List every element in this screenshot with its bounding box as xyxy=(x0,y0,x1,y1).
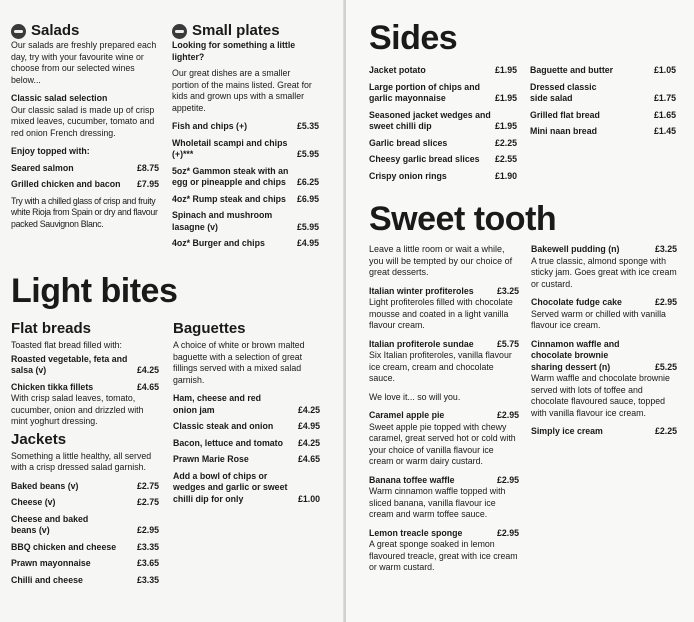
baguettes-title: Baguettes xyxy=(173,320,246,337)
item-price: £5.95 xyxy=(296,149,319,159)
menu-item xyxy=(172,121,319,133)
item-name: Cheesy garlic bread slices xyxy=(369,154,480,164)
item-price: £4.95 xyxy=(296,238,319,248)
tagline: We love it... so will you. xyxy=(369,391,461,402)
right-menu-page xyxy=(346,0,694,622)
menu-item xyxy=(173,438,320,450)
item-name: 4oz* Rump steak and chips xyxy=(172,193,286,204)
item-price: £1.45 xyxy=(653,126,676,136)
menu-item xyxy=(172,166,319,189)
item-price: £5.75 xyxy=(496,338,519,349)
item-name: Grilled flat bread xyxy=(530,109,600,120)
item-price: £4.65 xyxy=(136,381,159,392)
item-name: 5oz* Gammon steak with an egg or pineapple and chips xyxy=(172,165,289,187)
item-name: Chicken tikka fillets xyxy=(11,381,94,392)
item-price: £7.95 xyxy=(136,179,159,189)
menu-item xyxy=(369,410,519,422)
item-name: Cheese and baked beans (v) xyxy=(11,513,89,535)
item-desc: A true classic, almond sponge with sticky jam. Goes great with ice cream or custard. xyxy=(531,255,677,289)
item-price: £1.75 xyxy=(653,93,676,103)
small-plates-heading xyxy=(172,22,319,40)
item-desc: With crisp salad leaves, tomato, cucumber, onion and drizzled with mint yoghurt dressing. xyxy=(11,393,144,426)
item-name: Italian winter profiteroles xyxy=(369,285,474,296)
salads-heading xyxy=(11,22,159,40)
item-name: Spinach and mushroom lasagne (v) xyxy=(172,210,273,232)
item-desc: Served warm or chilled with vanilla flavour ice cream. xyxy=(531,308,666,330)
item-price: £4.25 xyxy=(297,404,320,415)
item-name: Baguette and butter xyxy=(530,65,614,75)
menu-item xyxy=(11,481,159,493)
jackets-intro: Something a little healthy, all served with a crisp dressed salad garnish. xyxy=(11,450,152,472)
menu-item xyxy=(531,339,677,374)
flat-breads-intro: Toasted flat bread filled with: xyxy=(11,340,123,350)
menu-item xyxy=(369,65,517,77)
item-name: Bacon, lettuce and tomato xyxy=(173,437,283,448)
item-price: £1.05 xyxy=(653,65,676,75)
item-name: Simply ice cream xyxy=(531,426,603,436)
item-name: Seasoned jacket wedges and sweet chilli dip xyxy=(369,109,491,131)
menu-item xyxy=(530,126,676,138)
sides-title: Sides xyxy=(369,19,458,57)
menu-item xyxy=(369,339,519,351)
menu-item xyxy=(531,297,677,309)
item-name: Prawn mayonnaise xyxy=(11,558,91,568)
item-price: £2.95 xyxy=(136,525,159,535)
menu-item xyxy=(530,110,676,122)
item-price: £2.25 xyxy=(654,426,677,436)
item-price: £1.95 xyxy=(494,65,517,75)
sweet-tooth-title: Sweet tooth xyxy=(369,200,557,238)
item-name: Mini naan bread xyxy=(530,126,597,136)
item-price: £2.75 xyxy=(136,480,159,491)
item-price: £2.95 xyxy=(654,297,677,307)
item-price: £3.25 xyxy=(496,285,519,296)
menu-item xyxy=(531,426,677,438)
item-desc: Warm cinnamon waffle topped with sliced banana, vanilla flavour ice cream and warm toffee sauce. xyxy=(369,486,506,519)
item-name: Banana toffee waffle xyxy=(369,474,455,485)
item-price: £2.95 xyxy=(496,474,519,485)
item-price: £3.35 xyxy=(136,574,159,585)
menu-item xyxy=(11,575,159,587)
item-name: Fish and chips (+) xyxy=(172,121,248,131)
item-name: BBQ chicken and cheese xyxy=(11,541,117,552)
menu-item xyxy=(11,514,159,537)
item-price: £2.25 xyxy=(494,137,517,148)
item-name: Large portion of chips and garlic mayonnaise xyxy=(369,81,480,103)
menu-item xyxy=(11,497,159,509)
menu-item xyxy=(11,354,159,377)
menu-item xyxy=(11,163,159,175)
jackets-title: Jackets xyxy=(11,430,67,448)
item-name: Prawn Marie Rose xyxy=(173,454,249,464)
item-name: Chilli and cheese xyxy=(11,574,83,585)
menu-item xyxy=(11,382,159,394)
item-name: Bakewell pudding (n) xyxy=(531,244,620,254)
enjoy-topped-label: Enjoy topped with: xyxy=(11,146,90,156)
salads-title: Salads xyxy=(31,22,80,39)
item-name: Cheese (v) xyxy=(11,497,56,507)
sides-col1 xyxy=(369,65,517,182)
sweet-intro: Leave a little room or wait a while, you will be tempted by our choice of great desserts. xyxy=(369,244,513,277)
item-desc: A great sponge soaked in lemon flavoured treacle, great with ice cream or warm custard. xyxy=(369,539,518,572)
item-price: £1.65 xyxy=(653,109,676,120)
salads-section xyxy=(11,22,159,232)
menu-item xyxy=(173,421,320,433)
item-price: £4.65 xyxy=(297,454,320,464)
menu-item xyxy=(369,171,517,183)
item-price: £4.25 xyxy=(297,437,320,448)
left-menu-page xyxy=(0,0,344,622)
wine-note: Try with a chilled glass of crisp and fruity white Rioja from Spain or dry and flavour packed Sauvignon Blanc. xyxy=(11,195,158,229)
menu-item xyxy=(369,528,519,540)
menu-item xyxy=(530,82,676,105)
item-price: £2.95 xyxy=(496,410,519,420)
item-price: £1.95 xyxy=(494,121,517,131)
menu-item xyxy=(369,286,519,298)
flat-breads-title: Flat breads xyxy=(11,320,92,337)
item-price: £1.95 xyxy=(494,93,517,103)
sides-col2 xyxy=(530,65,676,138)
item-price: £3.65 xyxy=(136,558,159,568)
menu-item xyxy=(369,138,517,150)
menu-item xyxy=(369,475,519,487)
menu-item xyxy=(172,194,319,206)
item-desc: Warm waffle and chocolate brownie served with lots of toffee and chocolate flavoured sauce, topped with vanilla flavour ice cream. xyxy=(531,373,670,418)
flat-breads-section xyxy=(11,320,159,586)
small-plates-intro: Our great dishes are a smaller portion of the mains listed. Great for kids and grown ups with a smaller appetite. xyxy=(172,68,312,113)
menu-item xyxy=(531,244,677,256)
sweet-col1 xyxy=(369,244,519,576)
small-plates-section xyxy=(172,22,319,250)
item-name: Crispy onion rings xyxy=(369,170,447,181)
menu-item xyxy=(172,238,319,250)
menu-item xyxy=(11,542,159,554)
item-name: Baked beans (v) xyxy=(11,480,79,491)
menu-logo-icon xyxy=(11,24,26,39)
menu-item xyxy=(11,179,159,191)
item-name: Ham, cheese and red onion jam xyxy=(173,393,262,415)
item-name: Dressed classic side salad xyxy=(530,81,597,103)
item-desc: Six Italian profiteroles, vanilla flavour ice cream, cream and chocolate sauce. xyxy=(369,350,512,383)
light-bites-title: Light bites xyxy=(11,272,178,310)
salads-intro: Our salads are freshly prepared each day, try with your favourite wine or choose from our selected wines below... xyxy=(11,40,157,85)
item-price: £2.55 xyxy=(494,154,517,164)
item-price: £4.95 xyxy=(297,421,320,431)
item-name: Cinnamon waffle and chocolate brownie sharing dessert (n) xyxy=(531,338,620,372)
item-price: £2.95 xyxy=(496,527,519,538)
menu-item xyxy=(530,65,676,77)
item-price: £8.75 xyxy=(136,162,159,173)
item-price: £5.95 xyxy=(296,221,319,232)
item-price: £1.00 xyxy=(297,493,320,504)
item-name: Garlic bread slices xyxy=(369,137,448,148)
item-name: Jacket potato xyxy=(369,65,426,75)
menu-item xyxy=(369,154,517,166)
item-name: Italian profiterole sundae xyxy=(369,338,474,349)
item-name: 4oz* Burger and chips xyxy=(172,238,265,248)
menu-item xyxy=(369,110,517,133)
item-price: £6.95 xyxy=(296,193,319,204)
item-name: Grilled chicken and bacon xyxy=(11,179,121,189)
small-plates-title: Small plates xyxy=(192,22,280,39)
classic-salad-title: Classic salad selection xyxy=(11,93,108,103)
item-price: £3.35 xyxy=(136,541,159,552)
menu-item xyxy=(172,138,319,161)
item-price: £3.25 xyxy=(654,244,677,254)
item-price: £6.25 xyxy=(296,177,319,187)
menu-item xyxy=(11,558,159,570)
item-name: Chocolate fudge cake xyxy=(531,297,622,307)
item-name: Roasted vegetable, feta and salsa (v) xyxy=(11,353,128,375)
item-name: Wholetail scampi and chips (+)*** xyxy=(172,137,288,159)
item-name: Seared salmon xyxy=(11,162,74,173)
menu-item xyxy=(173,454,320,466)
baguettes-section xyxy=(173,320,320,505)
menu-item xyxy=(172,210,319,233)
item-price: £2.75 xyxy=(136,497,159,507)
item-name: Classic steak and onion xyxy=(173,421,274,431)
item-name: Add a bowl of chips or wedges and garlic or sweet chilli dip for only xyxy=(173,470,288,504)
item-name: Lemon treacle sponge xyxy=(369,527,463,538)
item-desc: Sweet apple pie topped with chewy caramel, great served hot or cold with your choice of vanilla flavour ice cream or warm dairy custard. xyxy=(369,421,516,466)
item-desc: Light profiteroles filled with chocolate mousse and coated in a light vanilla flavour cream. xyxy=(369,297,513,330)
menu-logo-icon xyxy=(172,24,187,39)
item-price: £4.25 xyxy=(136,365,159,375)
menu-item xyxy=(173,393,320,416)
item-price: £5.25 xyxy=(654,361,677,372)
item-name: Caramel apple pie xyxy=(369,410,445,420)
small-plates-question: Looking for something a little lighter? xyxy=(172,40,296,62)
classic-salad-desc: Our classic salad is made up of crisp mixed leaves, cucumber, tomato and red onion French dressing. xyxy=(11,104,155,138)
baguettes-intro: A choice of white or brown malted baguette with a selection of great fillings served with a mixed salad garnish. xyxy=(173,340,305,385)
sweet-col2 xyxy=(531,244,677,438)
menu-item xyxy=(173,471,320,506)
item-price: £5.35 xyxy=(296,121,319,131)
menu-item xyxy=(369,82,517,105)
item-price: £1.90 xyxy=(494,170,517,181)
